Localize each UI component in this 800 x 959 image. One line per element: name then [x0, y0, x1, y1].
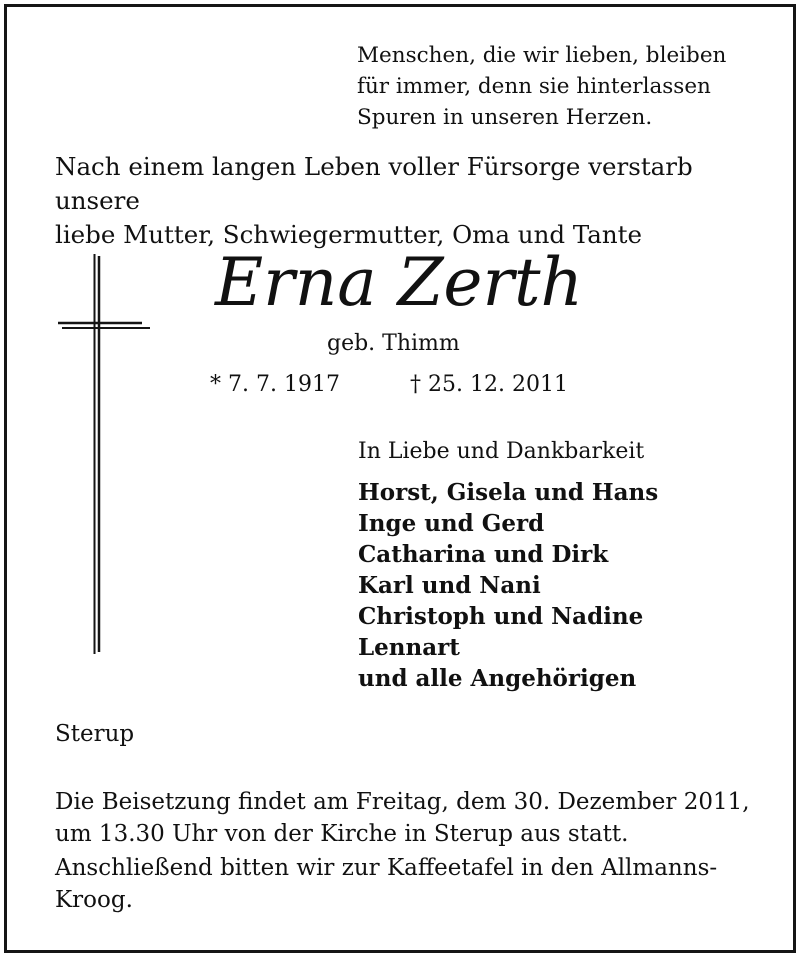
mourner-name: und alle Angehörigen — [358, 665, 637, 692]
reception-line: Kroog. — [55, 887, 133, 913]
announcement-line: liebe Mutter, Schwiegermutter, Oma und Tante — [55, 220, 642, 249]
mourner-name: Inge und Gerd — [358, 510, 545, 537]
mourner-name: Horst, Gisela und Hans — [358, 479, 659, 506]
poem-line: für immer, denn sie hinterlassen — [357, 74, 711, 99]
poem-line: Menschen, die wir lieben, bleiben — [357, 43, 727, 68]
mourner-name: Lennart — [358, 634, 460, 661]
mourners-list — [358, 477, 658, 694]
memorial-poem — [357, 40, 745, 133]
mourner-name: Christoph und Nadine — [358, 603, 644, 630]
reception-line: Anschließend bitten wir zur Kaffeetafel in den Allmanns- — [55, 855, 718, 881]
mourner-name: Karl und Nani — [358, 572, 541, 599]
deceased-name: Erna Zerth — [215, 244, 584, 321]
birth-date: * 7. 7. 1917 — [210, 372, 340, 397]
poem-line: Spuren in unseren Herzen. — [357, 105, 653, 130]
place-name: Sterup — [55, 721, 135, 747]
cross-icon — [58, 254, 150, 654]
maiden-name: geb. Thimm — [327, 331, 460, 356]
announcement-line: Nach einem langen Leben voller Fürsorge verstarb unsere — [55, 152, 693, 215]
funeral-line: Die Beisetzung findet am Freitag, dem 30. Dezember 2011, — [55, 789, 750, 815]
death-announcement — [55, 150, 755, 252]
death-date: † 25. 12. 2011 — [410, 372, 568, 397]
mourner-name: Catharina und Dirk — [358, 541, 609, 568]
mourners-intro: In Liebe und Dankbarkeit — [358, 439, 645, 464]
funeral-details — [55, 786, 755, 850]
funeral-line: um 13.30 Uhr von der Kirche in Sterup aus statt. — [55, 821, 629, 847]
reception-details — [55, 852, 755, 916]
